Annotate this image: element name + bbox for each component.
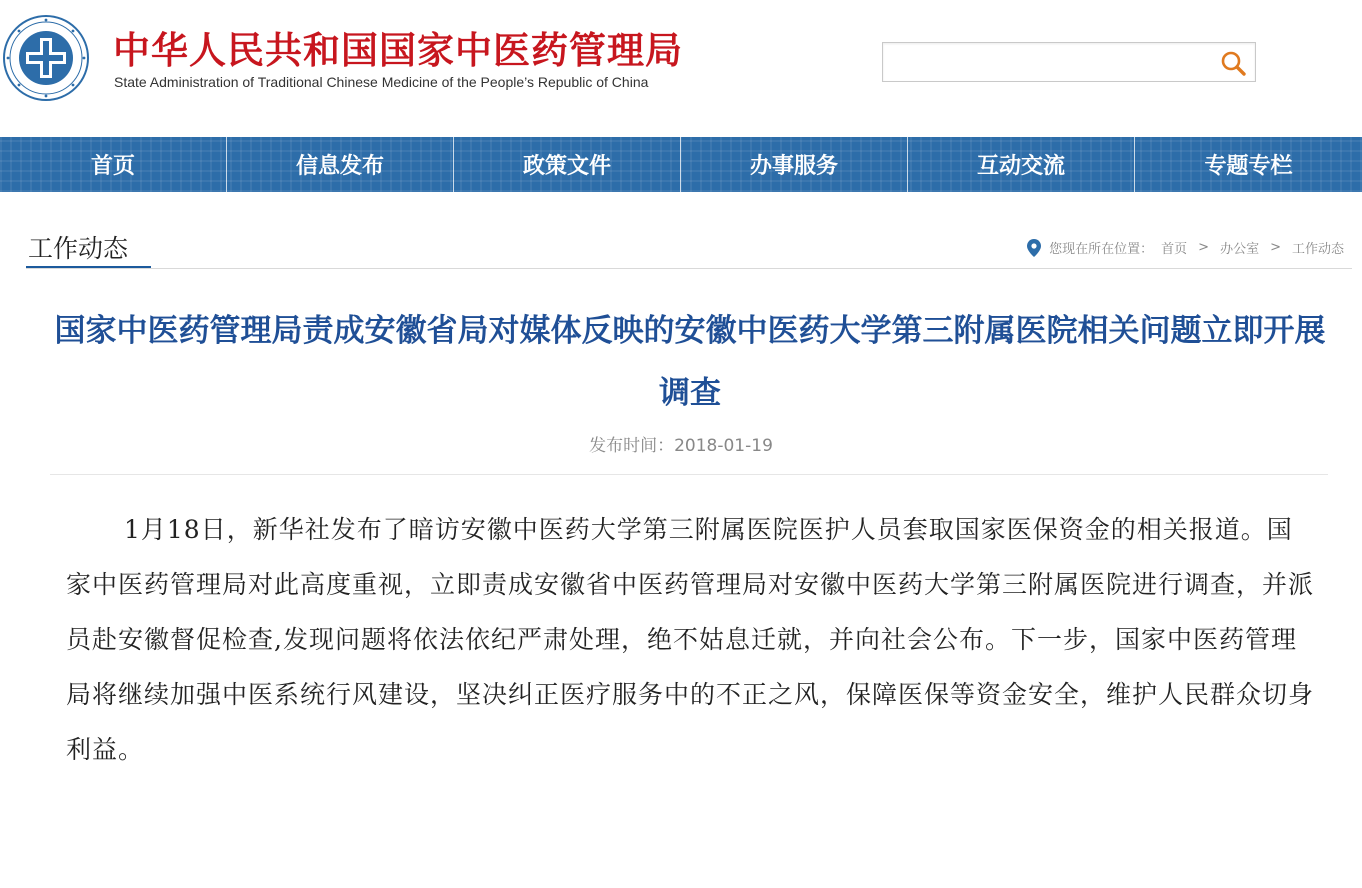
nav-item-policy[interactable]: 政策文件	[454, 137, 681, 192]
section-divider	[26, 268, 1352, 269]
publish-date: 发布时间：2018-01-19	[589, 436, 773, 456]
article-divider	[50, 474, 1328, 475]
breadcrumb-home-link[interactable]: 首页	[1161, 242, 1188, 257]
administration-emblem-icon[interactable]	[2, 14, 90, 102]
location-pin-icon	[1027, 239, 1041, 257]
main-nav	[0, 137, 1362, 192]
breadcrumb-office-link[interactable]: 办公室	[1220, 242, 1260, 257]
breadcrumb-separator: >	[1270, 240, 1281, 255]
search-icon[interactable]	[1219, 49, 1249, 77]
nav-item-topics[interactable]: 专题专栏	[1204, 154, 1293, 179]
site-header	[0, 0, 1362, 137]
article-body: 1月18日，新华社发布了暗访安徽中医药大学第三附属医院医护人员套取国家医保资金的相关报道。国家中医药管理局对此高度重视，立即责成安徽省中医药管理局对安徽中医药大学第三附属医院进行调查，并派员赴安徽督促检查,发现问题将依法依纪严肃处理，绝不姑息迁就，并向社会公布。下一步，国家中医药管理局将继续加强中医系统行风建设，坚决纠正医疗服务中的不正之风，保障医保等资金安全，维护人民群众切身利益。	[66, 515, 1315, 764]
breadcrumb	[1027, 238, 1344, 257]
site-subtitle: State Administration of Traditional Chinese Medicine of the People’s Republic of China	[114, 74, 649, 90]
nav-item-services[interactable]: 办事服务	[681, 137, 908, 192]
nav-item-home[interactable]: 首页	[0, 137, 227, 192]
article-title: 国家中医药管理局责成安徽省局对媒体反映的安徽中医药大学第三附属医院相关问题立即开展调查	[54, 313, 1326, 411]
breadcrumb-separator: >	[1198, 240, 1210, 255]
breadcrumb-current-link[interactable]: 工作动态	[1291, 242, 1344, 257]
site-title[interactable]: 中华人民共和国国家中医药管理局	[113, 29, 683, 72]
breadcrumb-prefix: 您现在所在位置：	[1049, 242, 1154, 257]
search-input[interactable]	[889, 49, 1209, 75]
nav-item-news[interactable]: 信息发布	[227, 137, 454, 192]
search-box	[882, 42, 1256, 82]
nav-item-interaction[interactable]: 互动交流	[908, 137, 1135, 192]
section-title: 工作动态	[28, 234, 129, 263]
